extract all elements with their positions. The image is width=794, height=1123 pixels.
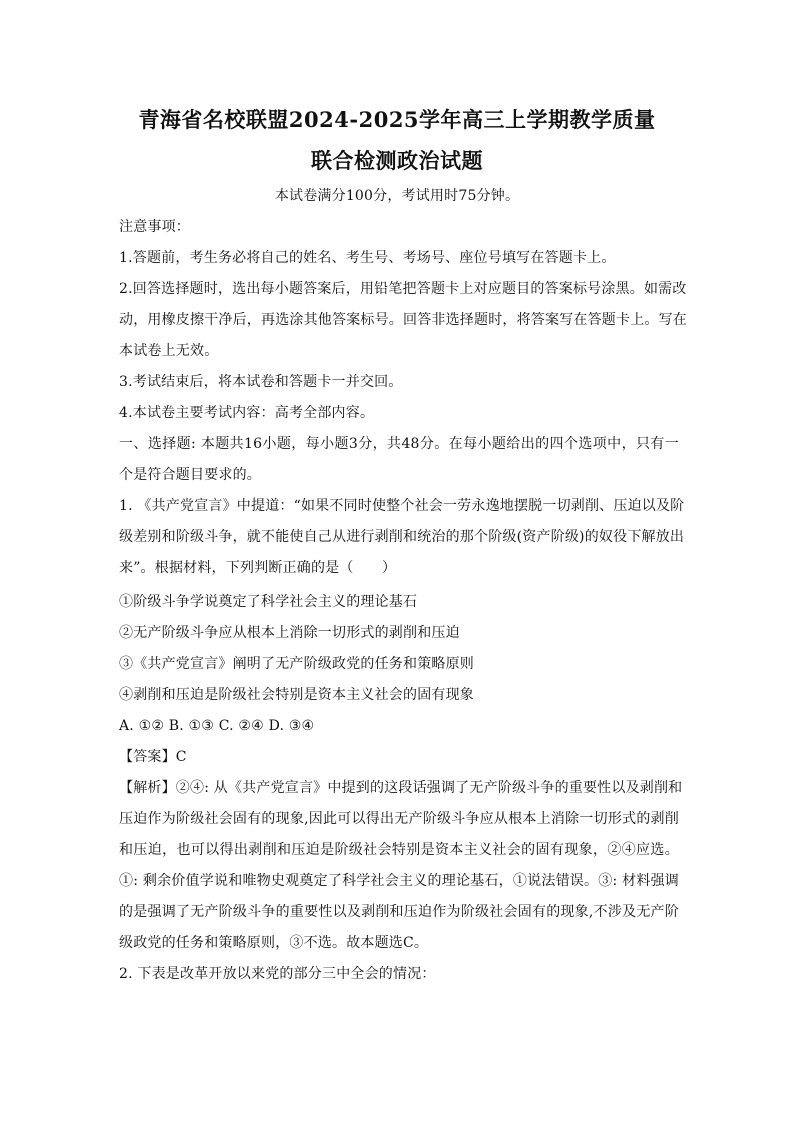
notes-heading: 注意事项：	[119, 219, 190, 235]
notes-item-2-line-1: 2.回答选择题时，选出每小题答案后，用铅笔把答题卡上对应题目的答案标号涂黑。如需改	[119, 281, 687, 297]
q1-analysis-line-2: 压迫作为阶级社会固有的现象,因此可以得出无产阶级斗争应从根本上消除一切形式的剥削	[119, 811, 679, 827]
q2-stem-line-1: 2. 下表是改革开放以来党的部分三中全会的情况：	[119, 966, 436, 982]
q1-option-4: ④剥削和压迫是阶级社会特别是资本主义社会的固有现象	[119, 687, 474, 703]
notes-item-2-line-3: 本试卷上无效。	[119, 343, 219, 359]
q1-stem-line-2: 级差别和阶级斗争，就不能使自己从进行剥削和统治的那个阶级(资产阶级)的奴役下解放出	[119, 529, 685, 545]
notes-item-2-line-2: 动，用橡皮擦干净后，再选涂其他答案标号。回答非选择题时，将答案写在答题卡上。写在	[119, 312, 687, 328]
q1-answer: 【答案】C	[119, 749, 187, 765]
section1-intro-line-1: 一、选择题: 本题共16小题，每小题3分，共48分。在每小题给出的四个选项中，只有一	[119, 436, 679, 452]
q1-option-1: ①阶级斗争学说奠定了科学社会主义的理论基石	[119, 594, 418, 610]
section1-intro-line-2: 个是符合题目要求的。	[119, 467, 261, 483]
q1-stem-line-1: 1. 《共产党宣言》中提道：“如果不同时使整个社会一劳永逸地摆脱一切剥削、压迫以及阶	[119, 498, 685, 514]
q1-analysis-line-1: 【解析】②④: 从《共产党宣言》中提到的这段话强调了无产阶级斗争的重要性以及剥削和	[119, 780, 683, 796]
exam-subtitle: 本试卷满分100分，考试用时75分钟。	[274, 188, 520, 204]
notes-item-4: 4.本试卷主要考试内容：高考全部内容。	[119, 405, 375, 421]
exam-title-line2: 联合检测政治试题	[311, 148, 483, 173]
exam-title-line1: 青海省名校联盟2024-2025学年高三上学期教学质量	[138, 107, 656, 132]
q1-analysis-line-4: ①: 剩余价值学说和唯物史观奠定了科学社会主义的理论基石，①说法错误。③: 材料强调	[119, 873, 679, 889]
q1-choices: A. ①② B. ①③ C. ②④ D. ③④	[119, 718, 315, 734]
q1-analysis-line-5: 的是强调了无产阶级斗争的重要性以及剥削和压迫作为阶级社会固有的现象,不涉及无产阶	[119, 904, 679, 920]
q1-option-2: ②无产阶级斗争应从根本上消除一切形式的剥削和压迫	[119, 625, 460, 641]
notes-item-1: 1.答题前，考生务必将自己的姓名、考生号、考场号、座位号填写在答题卡上。	[119, 250, 616, 266]
q1-analysis-line-6: 级政党的任务和策略原则，③不选。故本题选C。	[119, 935, 429, 951]
q1-option-3: ③《共产党宣言》阐明了无产阶级政党的任务和策略原则	[119, 656, 474, 672]
q1-analysis-line-3: 和压迫，也可以得出剥削和压迫是阶级社会特别是资本主义社会的固有现象，②④应选。	[119, 842, 679, 858]
q1-stem-line-3: 来”。根据材料，下列判断正确的是（ ）	[119, 560, 397, 576]
notes-item-3: 3.考试结束后，将本试卷和答题卡一并交回。	[119, 374, 403, 390]
